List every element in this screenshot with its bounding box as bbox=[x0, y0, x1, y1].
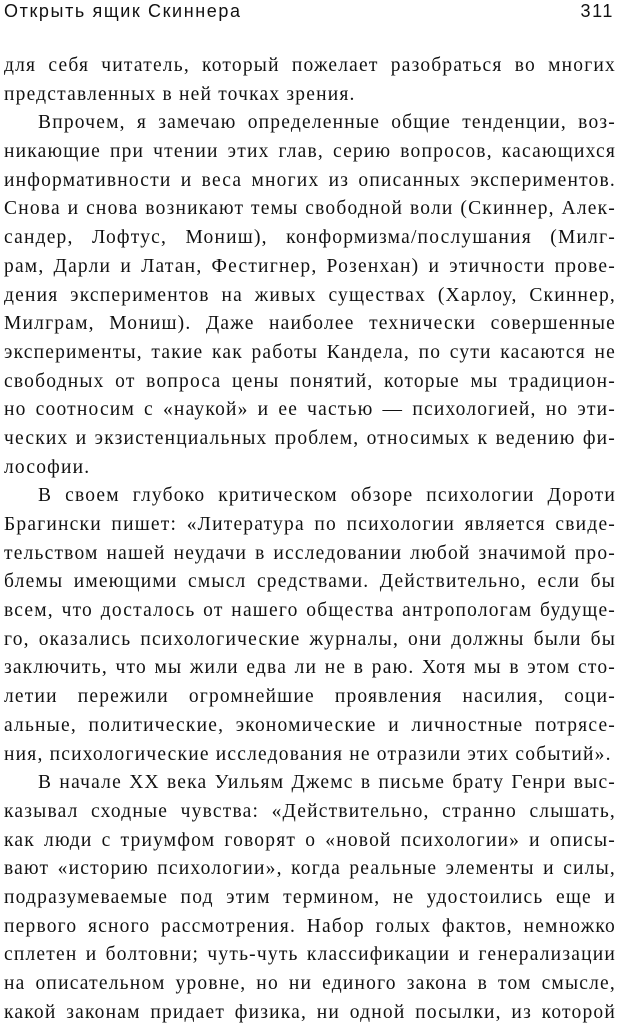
text-line: Милграм, Мониш). Даже наиболее технически совершенные bbox=[4, 313, 616, 335]
text-line: ния, психологические исследования не отразили этих событий». bbox=[4, 743, 612, 765]
text-line: представленных в ней точках зрения. bbox=[4, 83, 356, 105]
text-line: никающие при чтении этих глав, серию вопросов, касающихся bbox=[4, 141, 616, 163]
text-line: го, оказались психологические журналы, они должны были бы bbox=[4, 628, 616, 650]
text-line: сплетен и болтовни; чуть-чуть классификации и генерализации bbox=[4, 944, 616, 966]
text-line: эксперименты, такие как работы Кандела, по сути касаются не bbox=[4, 341, 616, 363]
text-line: первого ясного рассмотрения. Набор голых фактов, немножко bbox=[4, 915, 616, 937]
text-line: В своем глубоко критическом обзоре психологии Дороти bbox=[38, 485, 616, 507]
paragraph bbox=[4, 769, 616, 1027]
text-line: рам, Дарли и Латан, Фестигнер, Розенхан) и этичности прове- bbox=[4, 255, 616, 277]
text-line: подразумеваемые под этим термином, не удостоились еще и bbox=[4, 886, 616, 908]
running-header bbox=[4, 0, 614, 24]
text-line: В начале XX века Уильям Джемс в письме брату Генри выс- bbox=[38, 772, 616, 794]
text-line: казывал сходные чувства: «Действительно, странно слышать, bbox=[4, 800, 616, 822]
text-line: для себя читатель, который пожелает разобраться во многих bbox=[4, 55, 616, 76]
text-line: дения экспериментов на живых существах (Харлоу, Скиннер, bbox=[4, 284, 616, 306]
text-line: какой законам придает физика, ни одной посылки, из которой bbox=[4, 1001, 616, 1023]
text-line: свободных от вопроса цены понятий, которые мы традицион- bbox=[4, 370, 616, 392]
text-line: тельством нашей неудачи в исследовании любой значимой про- bbox=[4, 542, 616, 564]
paragraph bbox=[4, 109, 616, 482]
text-line: сандер, Лофтус, Мониш), конформизма/послушания (Милг- bbox=[4, 227, 616, 249]
text-line: Брагински пишет: «Литература по психологии является свиде- bbox=[4, 514, 616, 535]
text-line: как люди с триумфом говорят о «новой психологии» и описы- bbox=[4, 829, 616, 851]
text-line: всем, что досталось от нашего общества антропологам будуще- bbox=[4, 600, 616, 622]
book-title: Открыть ящик Скиннера bbox=[4, 1, 242, 21]
text-line: блемы имеющими смысл средствами. Действительно, если бы bbox=[4, 571, 616, 593]
text-line: альные, политические, экономические и личностные потрясе- bbox=[4, 714, 616, 736]
paragraph bbox=[4, 482, 616, 769]
text-line: но соотносим с «наукой» и ее частью — психологией, но эти- bbox=[4, 399, 616, 421]
text-line: на описательном уровне, но ни единого закона в том смысле, bbox=[4, 973, 616, 994]
text-line: Снова и снова возникают темы свободной воли (Скиннер, Алек- bbox=[4, 198, 616, 220]
text-line: ческих и экзистенциальных проблем, относимых к ведению фи- bbox=[4, 427, 616, 449]
page-number: 311 bbox=[580, 1, 614, 21]
text-line: заключить, что мы жили едва ли не в раю. Хотя мы в этом сто- bbox=[4, 657, 616, 679]
text-line: вают «историю психологии», когда реальные элементы и силы, bbox=[4, 858, 616, 880]
text-line: Впрочем, я замечаю определенные общие тенденции, воз- bbox=[38, 112, 616, 134]
body-text bbox=[4, 52, 616, 1027]
text-line: летии пережили огромнейшие проявления насилия, соци- bbox=[4, 686, 616, 708]
text-line: лософии. bbox=[4, 456, 91, 478]
text-line: информативности и веса многих из описанных экспериментов. bbox=[4, 169, 616, 191]
paragraph bbox=[4, 52, 616, 109]
